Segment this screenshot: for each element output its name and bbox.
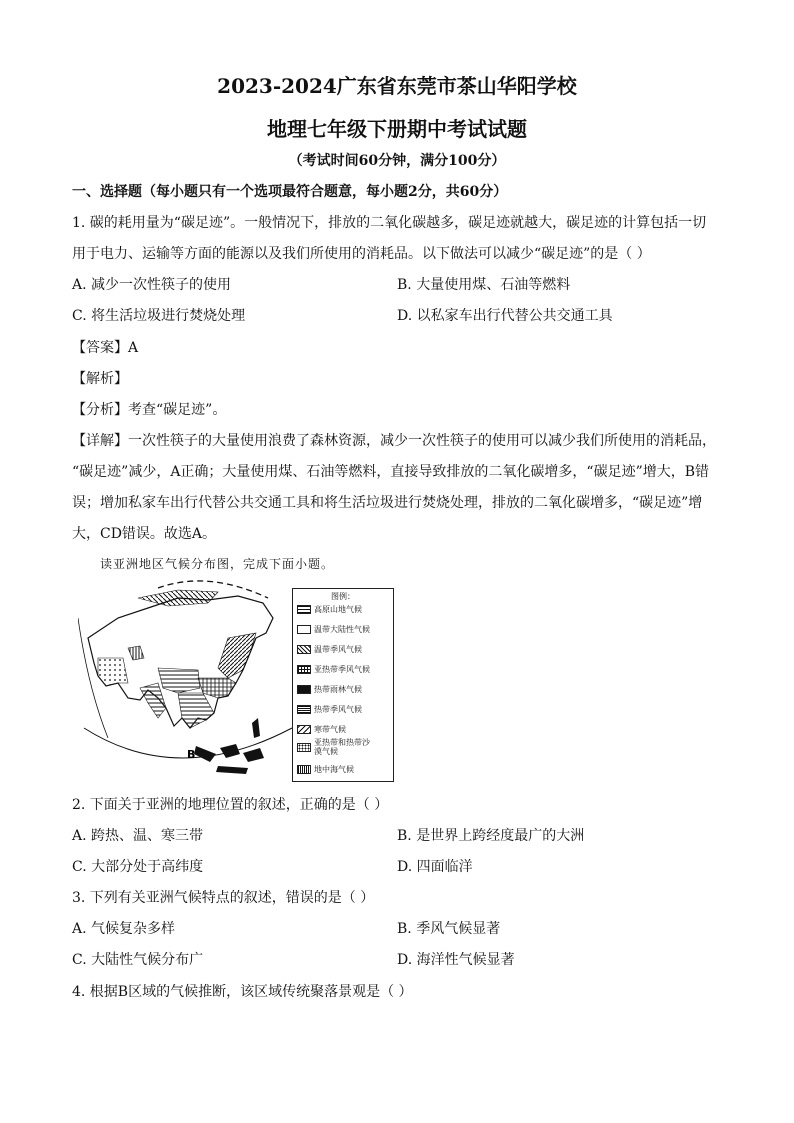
legend-label: 亚热带和热带沙漠气候 xyxy=(314,738,370,756)
q1-stem-line2: 用于电力、运输等方面的能源以及我们所使用的消耗品。以下做法可以减少“碳足迹”的是（ ） xyxy=(72,246,651,262)
legend-swatch xyxy=(297,605,311,614)
map-legend xyxy=(292,588,394,782)
legend-label: 热带季风气候 xyxy=(314,704,362,714)
fenxi-tag: 【分析】 xyxy=(72,402,128,418)
map-intro: 读亚洲地区气候分布图，完成下面小题。 xyxy=(100,557,335,571)
q1-option-c: C. 将生活垃圾进行焚烧处理 xyxy=(72,308,246,324)
legend-swatch xyxy=(297,645,311,654)
legend-title: 图例： xyxy=(331,592,355,601)
q2-option-c: C. 大部分处于高纬度 xyxy=(72,859,204,875)
legend-swatch xyxy=(297,685,311,694)
legend-swatch xyxy=(297,743,311,752)
q1-answer xyxy=(72,338,732,358)
q2-option-d: D. 四面临洋 xyxy=(397,859,473,875)
q3-option-a: A. 气候复杂多样 xyxy=(72,921,176,937)
legend-item xyxy=(297,623,374,635)
q1-detail-line3: 误；增加私家车出行代替公共交通工具和将生活垃圾进行焚烧处理，排放的二氧化碳增多，“碳足迹”增 xyxy=(72,495,703,511)
page-title: 2023-2024广东省东莞市茶山华阳学校 xyxy=(217,74,577,98)
legend-item xyxy=(297,663,374,675)
q1-option-d: D. 以私家车出行代替公共交通工具 xyxy=(397,308,613,324)
legend-swatch xyxy=(297,625,311,634)
region-b-label: B xyxy=(187,748,196,761)
legend-item xyxy=(297,603,362,615)
answer-value: A xyxy=(128,340,139,356)
legend-swatch xyxy=(297,705,311,714)
detail-tag: 【详解】 xyxy=(72,433,128,449)
q1-fenxi xyxy=(72,400,732,420)
q3-stem: 3. 下列有关亚洲气候特点的叙述，错误的是（ ） xyxy=(72,890,375,906)
section-heading: 一、选择题（每小题只有一个选项最符合题意，每小题2分，共60分） xyxy=(72,184,508,200)
q1-detail-line2: “碳足迹”减少，A正确；大量使用煤、石油等燃料，直接导致排放的二氧化碳增多，“碳足迹”增大，B错 xyxy=(72,464,710,480)
q1-option-b: B. 大量使用煤、石油等燃料 xyxy=(397,277,571,293)
q3-option-c: C. 大陆性气候分布广 xyxy=(72,952,204,968)
answer-tag: 【答案】 xyxy=(72,340,128,356)
q2-option-b: B. 是世界上跨经度最广的大洲 xyxy=(397,828,585,844)
q4-stem: 4. 根据B区域的气候推断，该区域传统聚落景观是（ ） xyxy=(72,984,413,1000)
q3-option-d: D. 海洋性气候显著 xyxy=(397,952,515,968)
legend-item xyxy=(297,683,362,695)
legend-label: 寒带气候 xyxy=(314,724,346,734)
q1-analysis-tag: 【解析】 xyxy=(72,371,128,387)
q3-option-b: B. 季风气候显著 xyxy=(397,921,501,937)
legend-item xyxy=(297,723,346,735)
q1-detail-line4: 大，CD错误。故选A。 xyxy=(72,526,217,542)
legend-item xyxy=(297,643,362,655)
legend-item xyxy=(297,703,362,715)
exam-info: （考试时间60分钟，满分100分） xyxy=(288,153,506,169)
q1-option-a: A. 减少一次性筷子的使用 xyxy=(72,277,232,293)
legend-label: 温带季风气候 xyxy=(314,644,362,654)
legend-label: 亚热带季风气候 xyxy=(314,664,370,674)
page-subtitle: 地理七年级下册期中考试试题 xyxy=(267,117,527,141)
detail-text: 一次性筷子的大量使用浪费了森林资源，减少一次性筷子的使用可以减少我们所使用的消耗品， xyxy=(128,433,716,449)
q2-option-a: A. 跨热、温、寒三带 xyxy=(72,828,204,844)
q1-stem-line1: 1. 碳的耗用量为“碳足迹”。一般情况下，排放的二氧化碳越多，碳足迹就越大，碳足迹的计算包括一切 xyxy=(72,215,707,231)
legend-swatch xyxy=(297,725,311,734)
fenxi-text: 考查“碳足迹”。 xyxy=(128,402,227,418)
q2-stem: 2. 下面关于亚洲的地理位置的叙述，正确的是（ ） xyxy=(72,797,389,813)
legend-label: 热带雨林气候 xyxy=(314,684,362,694)
legend-item xyxy=(297,738,374,756)
legend-swatch xyxy=(297,765,311,774)
q1-detail-line1 xyxy=(72,431,732,451)
legend-item xyxy=(297,763,354,775)
legend-label: 高原山地气候 xyxy=(314,604,362,614)
legend-label: 地中海气候 xyxy=(314,764,354,774)
legend-swatch xyxy=(297,665,311,674)
asia-climate-map xyxy=(78,578,292,782)
legend-label: 温带大陆性气候 xyxy=(314,624,370,634)
